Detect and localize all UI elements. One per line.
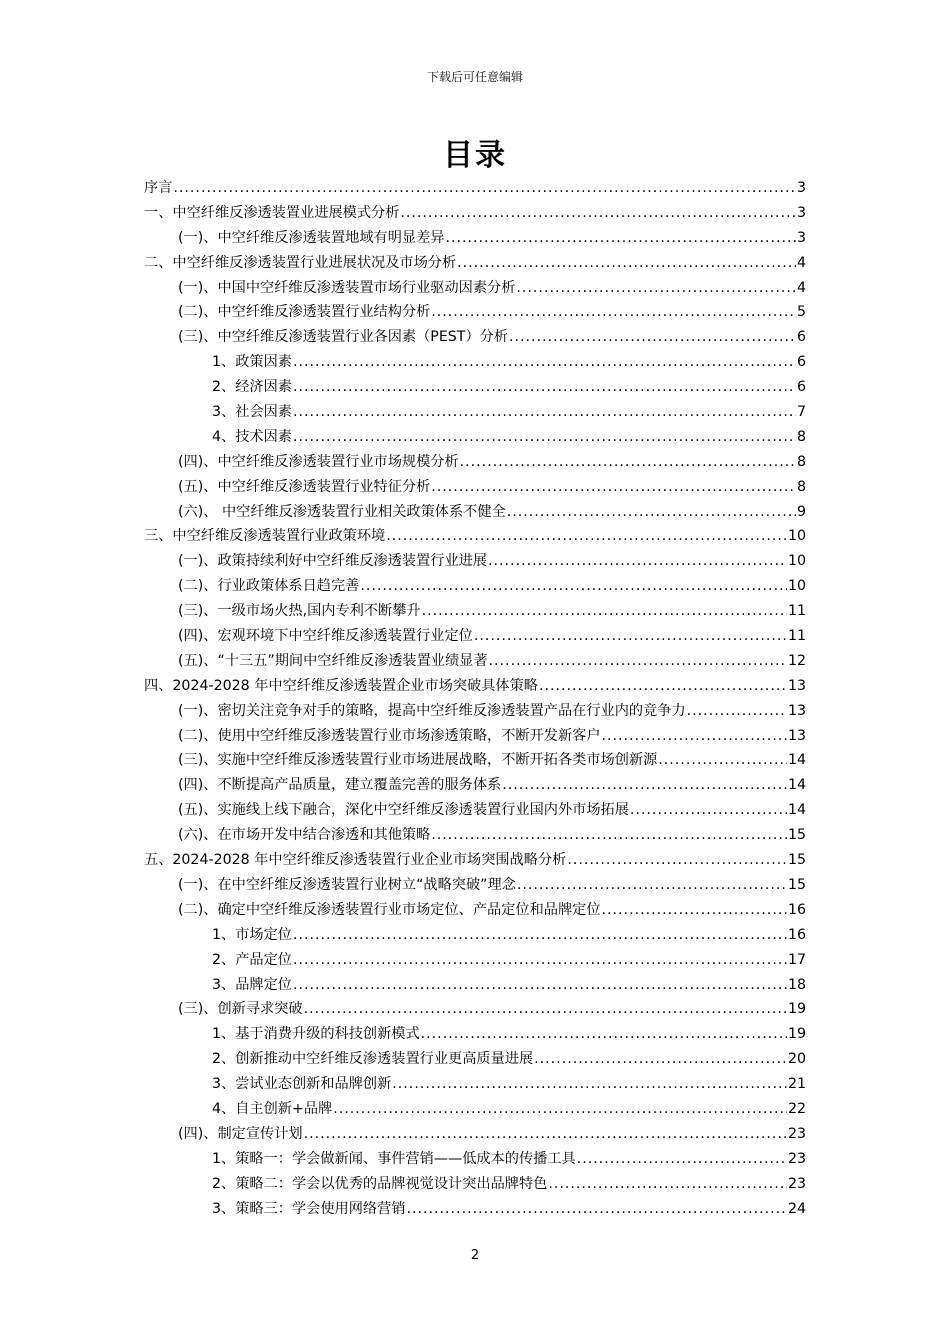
- toc-entry-title: (三)、中空纤维反渗透装置行业各因素（PEST）分析: [178, 329, 509, 346]
- toc-entry-page: 19: [787, 1001, 806, 1018]
- toc-entry[interactable]: [144, 500, 806, 525]
- toc-dot-leader: [488, 549, 787, 574]
- toc-entry-title: 2、策略二：学会以优秀的品牌视觉设计突出品牌特色: [212, 1175, 548, 1192]
- toc-entry-title: (四)、中空纤维反渗透装置行业市场规模分析: [178, 453, 459, 470]
- toc-entry-page: 3: [796, 229, 806, 246]
- toc-entry-title: (五)、中空纤维反渗透装置行业特征分析: [178, 478, 431, 495]
- header-note: 下载后可任意编辑: [426, 70, 523, 84]
- toc-entry[interactable]: [144, 748, 806, 773]
- toc-entry-title: 序言: [144, 180, 173, 196]
- toc-entry-page: 4: [796, 254, 806, 271]
- toc-dot-leader: [431, 475, 796, 500]
- toc-entry[interactable]: [144, 997, 806, 1022]
- toc-entry[interactable]: [144, 450, 806, 475]
- toc-dot-leader: [386, 524, 787, 549]
- toc-entry-page: 24: [787, 1200, 806, 1217]
- toc-entry[interactable]: [144, 923, 806, 948]
- toc-dot-leader: [392, 1072, 787, 1097]
- toc-entry-page: 6: [796, 354, 806, 371]
- toc-dot-leader: [293, 948, 787, 973]
- toc-dot-leader: [445, 226, 796, 251]
- toc-entry-page: 10: [787, 553, 806, 570]
- toc-entry-title: 4、技术因素: [212, 428, 292, 445]
- toc-entry-title: 3、社会因素: [212, 404, 292, 421]
- toc-entry-page: 13: [787, 702, 806, 719]
- toc-dot-leader: [400, 201, 796, 226]
- toc-entry-page: 23: [787, 1150, 806, 1167]
- toc-entry[interactable]: [144, 624, 806, 649]
- toc-entry[interactable]: [144, 1197, 806, 1222]
- toc-entry[interactable]: [144, 475, 806, 500]
- toc-entry-title: (四)、不断提高产品质量，建立覆盖完善的服务体系: [178, 777, 502, 794]
- toc-dot-leader: [577, 1147, 787, 1172]
- toc-dot-leader: [534, 1047, 787, 1072]
- toc-entry-page: 15: [787, 852, 806, 869]
- toc-entry-title: 2、创新推动中空纤维反渗透装置行业更高质量进展: [212, 1051, 534, 1068]
- toc-entry-title: 1、政策因素: [212, 354, 292, 371]
- toc-entry-page: 3: [796, 180, 806, 196]
- toc-entry-title: (三)、实施中空纤维反渗透装置行业市场进展战略，不断开拓各类市场创新源: [178, 752, 658, 769]
- toc-entry[interactable]: [144, 724, 806, 749]
- toc-entry-page: 13: [787, 677, 806, 694]
- toc-entry-title: 1、基于消费升级的科技创新模式: [212, 1026, 420, 1043]
- toc-entry-title: 3、策略三：学会使用网络营销: [212, 1200, 406, 1217]
- toc-entry[interactable]: [144, 798, 806, 823]
- toc-entry[interactable]: [144, 699, 806, 724]
- toc-entry[interactable]: [144, 649, 806, 674]
- toc-dot-leader: [431, 823, 787, 848]
- toc-dot-leader: [293, 425, 796, 450]
- toc-entry[interactable]: [144, 300, 806, 325]
- toc-entry-page: 20: [787, 1051, 806, 1068]
- toc-dot-leader: [293, 350, 796, 375]
- toc-entry[interactable]: [144, 1072, 806, 1097]
- toc-entry-page: 15: [787, 876, 806, 893]
- toc-entry[interactable]: [144, 1147, 806, 1172]
- toc-entry-page: 10: [787, 528, 806, 545]
- toc-entry-page: 3: [796, 204, 806, 221]
- toc-entry-title: (五)、“十三五”期间中空纤维反渗透装置业绩显著: [178, 652, 488, 669]
- toc-entry-title: 2、经济因素: [212, 379, 292, 396]
- toc-entry-title: 3、品牌定位: [212, 976, 292, 993]
- toc-dot-leader: [517, 873, 787, 898]
- toc-entry-title: (一)、在中空纤维反渗透装置行业树立“战略突破”理念: [178, 876, 516, 893]
- toc-dot-leader: [658, 748, 787, 773]
- toc-entry-title: (二)、中空纤维反渗透装置行业结构分析: [178, 304, 431, 321]
- toc-entry-page: 5: [796, 304, 806, 321]
- toc-entry-page: 12: [787, 652, 806, 669]
- toc-entry-page: 21: [787, 1076, 806, 1093]
- toc-entry-page: 9: [796, 503, 806, 520]
- toc-entry[interactable]: [144, 948, 806, 973]
- toc-dot-leader: [293, 375, 796, 400]
- toc-entry-title: (二)、确定中空纤维反渗透装置行业市场定位、产品定位和品牌定位: [178, 901, 601, 918]
- toc-entry[interactable]: [144, 848, 806, 873]
- toc-entry-page: 19: [787, 1026, 806, 1043]
- toc-dot-leader: [333, 1097, 787, 1122]
- toc-dot-leader: [507, 500, 796, 525]
- toc-entry[interactable]: [144, 425, 806, 450]
- toc-dot-leader: [293, 973, 787, 998]
- toc-dot-leader: [516, 276, 796, 301]
- toc-dot-leader: [406, 1197, 786, 1222]
- toc-entry[interactable]: [144, 375, 806, 400]
- toc-dot-leader: [293, 923, 787, 948]
- toc-dot-leader: [457, 251, 796, 276]
- toc-dot-leader: [304, 1122, 787, 1147]
- toc-title: 目录: [443, 138, 507, 173]
- toc-entry-title: (三)、创新寻求突破: [178, 1001, 303, 1018]
- toc-entry[interactable]: [144, 176, 806, 201]
- toc-entry-title: (一)、密切关注竞争对手的策略，提高中空纤维反渗透装置产品在行业内的竞争力: [178, 702, 686, 719]
- toc-dot-leader: [567, 848, 787, 873]
- toc-dot-leader: [539, 674, 787, 699]
- toc-entry-title: 一、中空纤维反渗透装置业进展模式分析: [144, 204, 400, 221]
- toc-dot-leader: [293, 400, 796, 425]
- toc-entry-page: 14: [787, 802, 806, 819]
- toc-entry-title: (一)、政策持续利好中空纤维反渗透装置行业进展: [178, 553, 488, 570]
- toc-dot-leader: [509, 325, 796, 350]
- toc-dot-leader: [548, 1172, 787, 1197]
- toc-entry-title: (六)、在市场开发中结合渗透和其他策略: [178, 827, 431, 844]
- toc-entry-page: 6: [796, 329, 806, 346]
- toc-entry-title: (一)、中空纤维反渗透装置地域有明显差异: [178, 229, 445, 246]
- toc-entry-page: 15: [787, 827, 806, 844]
- toc-entry[interactable]: [144, 524, 806, 549]
- toc-dot-leader: [502, 773, 787, 798]
- toc-dot-leader: [422, 599, 787, 624]
- toc-entry-title: (五)、实施线上线下融合，深化中空纤维反渗透装置行业国内外市场拓展: [178, 802, 629, 819]
- toc-entry-page: 23: [787, 1175, 806, 1192]
- toc-entry-title: 二、中空纤维反渗透装置行业进展状况及市场分析: [144, 254, 457, 271]
- toc-entry-page: 16: [787, 901, 806, 918]
- toc-entry-page: 22: [787, 1100, 806, 1117]
- toc-entry-page: 8: [796, 428, 806, 445]
- toc-dot-leader: [173, 176, 796, 201]
- toc-entry[interactable]: [144, 549, 806, 574]
- toc-entry-title: (二)、使用中空纤维反渗透装置行业市场渗透策略，不断开发新客户: [178, 727, 601, 744]
- toc-entry-title: (一)、中国中空纤维反渗透装置市场行业驱动因素分析: [178, 279, 516, 296]
- toc-entry[interactable]: [144, 773, 806, 798]
- toc-entry-page: 14: [787, 752, 806, 769]
- toc-entry-page: 7: [796, 404, 806, 421]
- toc-entry-page: 11: [787, 603, 806, 620]
- toc-dot-leader: [431, 300, 796, 325]
- toc-entry[interactable]: [144, 400, 806, 425]
- toc-entry-title: 1、市场定位: [212, 926, 292, 943]
- toc-dot-leader: [421, 1022, 787, 1047]
- toc-dot-leader: [360, 574, 787, 599]
- toc-entry[interactable]: [144, 574, 806, 599]
- toc-dot-leader: [602, 724, 787, 749]
- toc-dot-leader: [304, 997, 787, 1022]
- table-of-contents: [144, 176, 806, 1221]
- page-number: 2: [470, 1248, 480, 1263]
- toc-dot-leader: [687, 699, 787, 724]
- toc-entry[interactable]: [144, 1047, 806, 1072]
- toc-entry-title: 四、2024-2028 年中空纤维反渗透装置企业市场突破具体策略: [144, 677, 538, 694]
- toc-entry[interactable]: [144, 276, 806, 301]
- toc-entry[interactable]: [144, 599, 806, 624]
- toc-entry[interactable]: [144, 350, 806, 375]
- toc-entry-page: 10: [787, 578, 806, 595]
- toc-entry[interactable]: [144, 226, 806, 251]
- toc-entry-title: (二)、行业政策体系日趋完善: [178, 578, 360, 595]
- toc-entry-page: 13: [787, 727, 806, 744]
- toc-entry[interactable]: [144, 1022, 806, 1047]
- toc-entry-title: 4、自主创新+品牌: [212, 1100, 333, 1117]
- toc-entry-title: (三)、一级市场火热,国内专利不断攀升: [178, 603, 421, 620]
- toc-entry-title: 五、2024-2028 年中空纤维反渗透装置行业企业市场突围战略分析: [144, 852, 567, 869]
- toc-dot-leader: [630, 798, 787, 823]
- toc-entry-title: 三、中空纤维反渗透装置行业政策环境: [144, 528, 386, 545]
- toc-entry-page: 18: [787, 976, 806, 993]
- toc-entry-title: (四)、制定宣传计划: [178, 1125, 303, 1142]
- toc-entry[interactable]: [144, 1097, 806, 1122]
- toc-dot-leader: [474, 624, 787, 649]
- toc-entry[interactable]: [144, 325, 806, 350]
- toc-entry[interactable]: [144, 251, 806, 276]
- toc-entry-page: 23: [787, 1125, 806, 1142]
- toc-entry-title: 1、策略一：学会做新闻、事件营销——低成本的传播工具: [212, 1150, 576, 1167]
- toc-dot-leader: [460, 450, 796, 475]
- toc-dot-leader: [489, 649, 787, 674]
- toc-entry[interactable]: [144, 201, 806, 226]
- toc-entry-page: 4: [796, 279, 806, 296]
- toc-entry-page: 8: [796, 453, 806, 470]
- toc-entry-page: 11: [787, 628, 806, 645]
- toc-entry[interactable]: [144, 1122, 806, 1147]
- toc-entry-title: 3、尝试业态创新和品牌创新: [212, 1076, 392, 1093]
- toc-entry-page: 8: [796, 478, 806, 495]
- toc-entry[interactable]: [144, 973, 806, 998]
- toc-entry[interactable]: [144, 674, 806, 699]
- toc-entry-title: (六)、 中空纤维反渗透装置行业相关政策体系不健全: [178, 503, 506, 520]
- toc-entry-page: 14: [787, 777, 806, 794]
- toc-entry[interactable]: [144, 1172, 806, 1197]
- toc-dot-leader: [602, 898, 787, 923]
- toc-entry-title: 2、产品定位: [212, 951, 292, 968]
- toc-entry-page: 6: [796, 379, 806, 396]
- toc-entry[interactable]: [144, 873, 806, 898]
- toc-entry-page: 16: [787, 926, 806, 943]
- toc-entry-title: (四)、宏观环境下中空纤维反渗透装置行业定位: [178, 628, 473, 645]
- toc-entry[interactable]: [144, 898, 806, 923]
- toc-entry-page: 17: [787, 951, 806, 968]
- toc-entry[interactable]: [144, 823, 806, 848]
